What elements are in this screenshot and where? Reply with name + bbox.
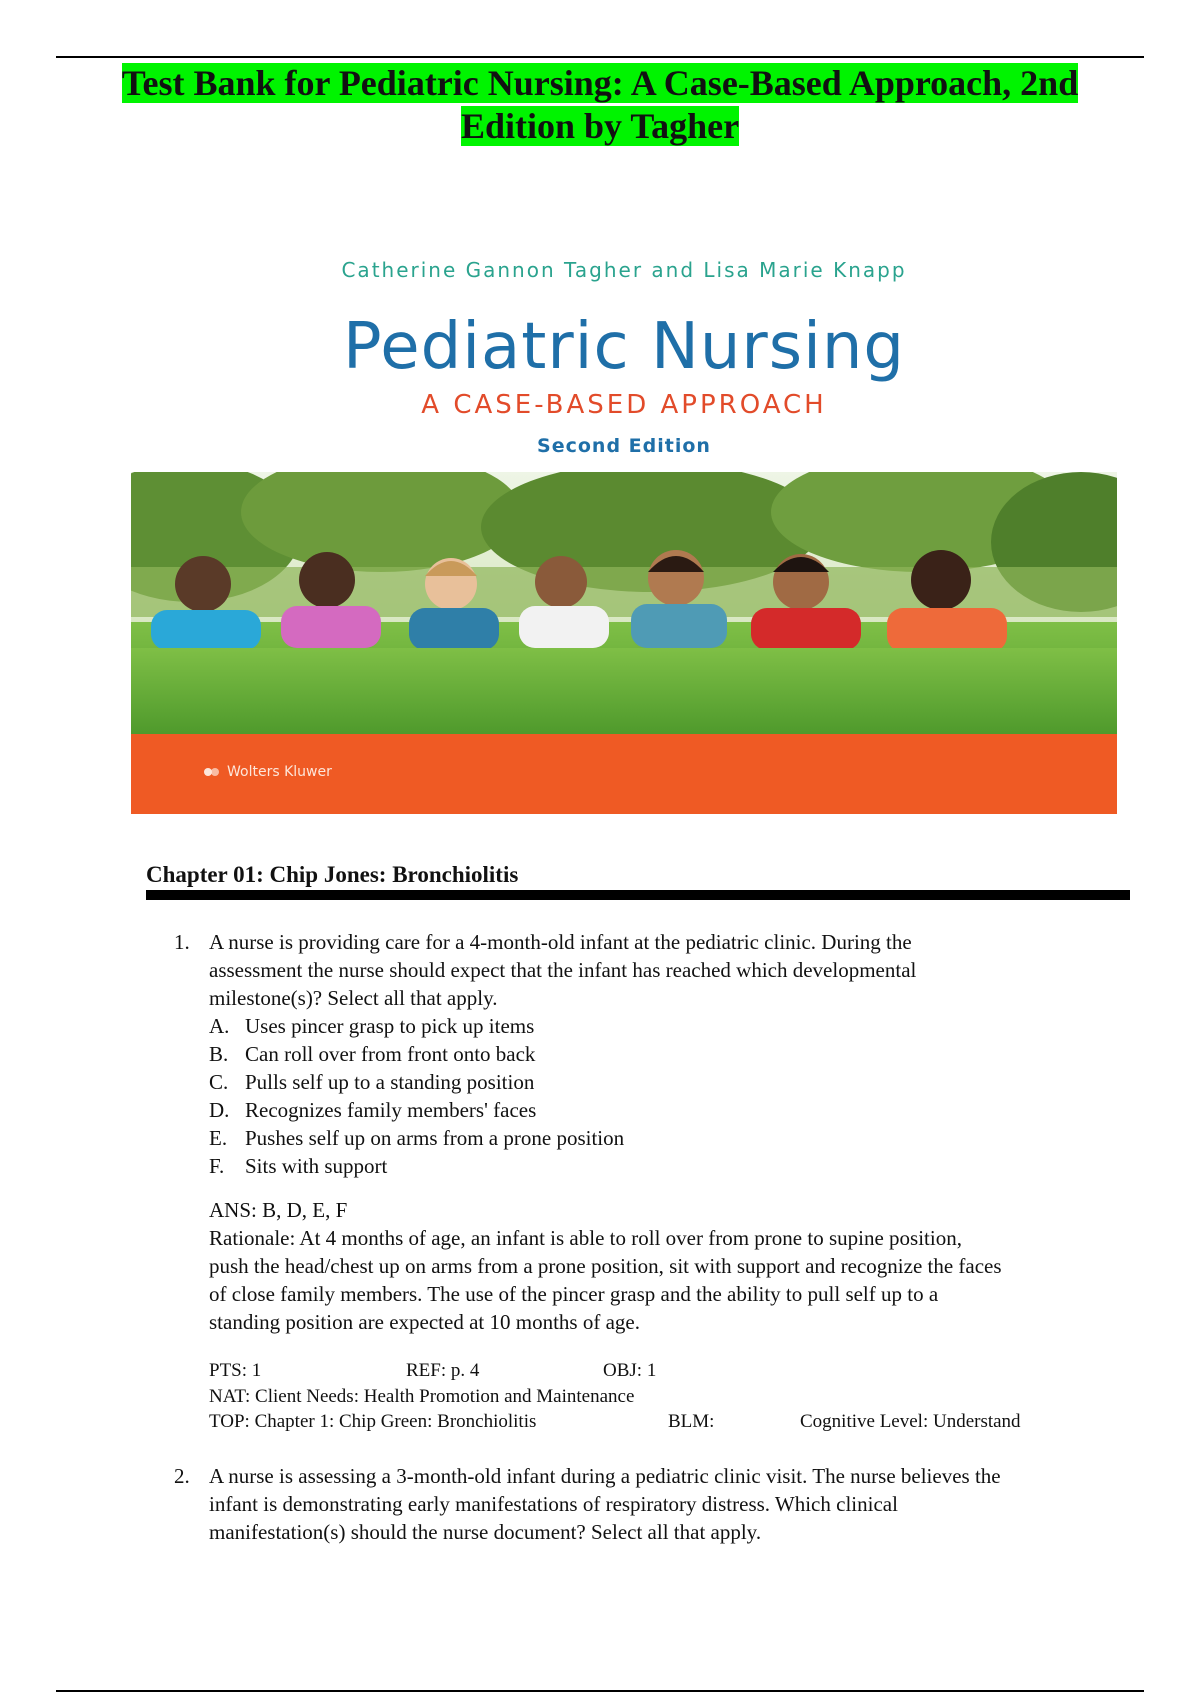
bottom-rule <box>56 1690 1144 1692</box>
meta-nat: NAT: Client Needs: Health Promotion and Maintenance <box>209 1386 635 1407</box>
answer-key: ANS: B, D, E, F <box>209 1198 348 1222</box>
rationale-line: Rationale: At 4 months of age, an infant is able to roll over from prone to supine position, <box>209 1226 962 1250</box>
question-stem-line: infant is demonstrating early manifestations of respiratory distress. Which clinical <box>209 1492 898 1516</box>
top-rule <box>56 56 1144 58</box>
question-stem-line: manifestation(s) should the nurse document? Select all that apply. <box>209 1520 762 1544</box>
cover-photo-children-on-grass <box>131 472 1117 734</box>
question-number: 1. <box>174 930 190 954</box>
option-a: A. Uses pincer grasp to pick up items <box>209 1014 535 1038</box>
cover-subtitle: A CASE-BASED APPROACH <box>421 390 827 420</box>
question-stem-line: A nurse is providing care for a 4-month-old infant at the pediatric clinic. During the <box>209 930 912 954</box>
chapter-rule <box>146 890 1130 900</box>
question-number: 2. <box>174 1464 190 1488</box>
question-stem-line: milestone(s)? Select all that apply. <box>209 986 498 1010</box>
option-f: F. Sits with support <box>209 1154 388 1178</box>
rationale-line: standing position are expected at 10 months of age. <box>209 1310 640 1334</box>
chapter-heading: Chapter 01: Chip Jones: Bronchiolitis <box>146 862 519 887</box>
option-e: E. Pushes self up on arms from a prone position <box>209 1126 625 1150</box>
option-c: C. Pulls self up to a standing position <box>209 1070 535 1094</box>
book-cover <box>131 232 1117 814</box>
option-b: B. Can roll over from front onto back <box>209 1042 536 1066</box>
option-d: D. Recognizes family members' faces <box>209 1098 537 1122</box>
publisher-logo <box>203 764 332 780</box>
meta-top: TOP: Chapter 1: Chip Green: Bronchiolitis <box>209 1411 537 1432</box>
title-line-1: Test Bank for Pediatric Nursing: A Case-Based Approach, 2nd <box>121 63 1079 103</box>
document-title <box>100 62 1100 148</box>
cover-authors: Catherine Gannon Tagher and Lisa Marie Knapp <box>341 258 907 282</box>
rationale-line: push the head/chest up on arms from a prone position, sit with support and recognize the faces <box>209 1254 1002 1278</box>
cover-title: Pediatric Nursing <box>342 310 906 384</box>
question-stem-line: assessment the nurse should expect that the infant has reached which developmental <box>209 958 917 982</box>
publisher-name: Wolters Kluwer <box>227 764 332 780</box>
cover-edition: Second Edition <box>537 435 711 457</box>
meta-obj: OBJ: 1 <box>603 1360 657 1381</box>
rationale-line: of close family members. The use of the pincer grasp and the ability to pull self up to a <box>209 1282 939 1306</box>
wolters-kluwer-icon <box>203 766 221 778</box>
question-stem-line: A nurse is assessing a 3-month-old infant during a pediatric clinic visit. The nurse believes the <box>209 1464 1001 1488</box>
meta-blm: BLM: <box>668 1411 715 1432</box>
meta-ref: REF: p. 4 <box>406 1360 480 1381</box>
meta-pts: PTS: 1 <box>209 1360 262 1381</box>
meta-cognitive-level: Cognitive Level: Understand <box>800 1411 1021 1432</box>
title-line-2: Edition by Tagher <box>460 106 740 146</box>
